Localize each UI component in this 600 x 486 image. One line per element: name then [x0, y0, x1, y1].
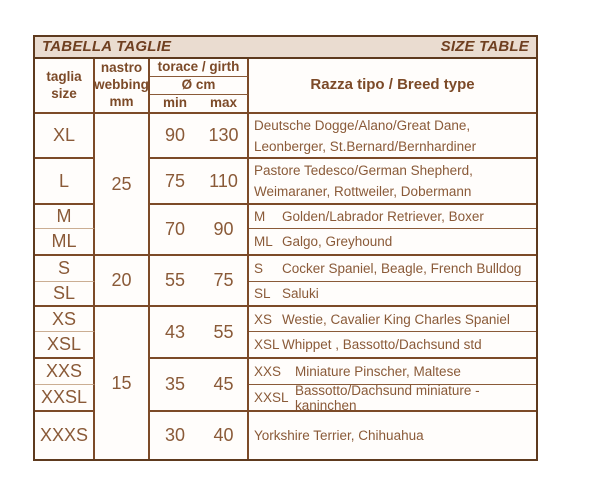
breed-cell-ml	[249, 229, 536, 256]
breed-cell-l	[249, 159, 536, 205]
breed-cell-m	[249, 205, 536, 229]
breed-m-prefix: M	[254, 209, 266, 224]
size-cell-l: L	[35, 159, 95, 205]
header-girth-unit: Ø cm	[150, 77, 249, 95]
size-cell-sl: SL	[35, 282, 95, 307]
header-min: min	[150, 95, 200, 114]
size-cell-xs: XS	[35, 307, 95, 332]
size-cell-m: M	[35, 205, 95, 229]
header-webbing-column	[95, 59, 150, 114]
breed-xxsl-text: Bassotto/Dachsund miniature - kaninchen	[295, 382, 480, 413]
breed-s-prefix: S	[254, 261, 264, 276]
breed-xsl-prefix: XSL	[254, 337, 280, 352]
breed-xl-line1: Deutsche Dogge/Alano/Great Dane,	[254, 117, 471, 133]
girth-min-xl: 90	[150, 114, 200, 159]
size-cell-xxsl: XXSL	[35, 385, 95, 412]
breed-xxs-prefix: XXS	[254, 364, 282, 379]
girth-max-xxs-xxsl: 45	[200, 359, 249, 412]
webbing-cell-15: 15	[95, 307, 150, 459]
webbing-cell-25: 25	[95, 114, 150, 256]
header-girth: torace / girth	[150, 59, 249, 77]
girth-max-m-ml: 90	[200, 205, 249, 256]
breed-sl-prefix: SL	[254, 286, 271, 301]
breed-cell-xs	[249, 307, 536, 332]
breed-m-text: Golden/Labrador Retriever, Boxer	[282, 209, 484, 224]
girth-max-s-sl: 75	[200, 256, 249, 307]
breed-xxxs-text: Yorkshire Terrier, Chihuahua	[254, 428, 424, 443]
breed-cell-s	[249, 256, 536, 282]
breed-xs-prefix: XS	[254, 311, 273, 327]
girth-max-xl: 130	[200, 114, 249, 159]
breed-xsl-text: Whippet , Bassotto/Dachsund std	[282, 337, 482, 352]
header-size-column	[35, 59, 95, 114]
header-breed-type: Razza tipo / Breed type	[249, 59, 536, 114]
size-table	[33, 35, 538, 461]
table-title-bar	[35, 37, 536, 59]
girth-max-xxxs: 40	[200, 412, 249, 459]
size-cell-xxs: XXS	[35, 359, 95, 385]
girth-min-xxs-xxsl: 35	[150, 359, 200, 412]
breed-cell-xxxs	[249, 412, 536, 459]
table-title-left: TABELLA TAGLIE	[42, 38, 172, 55]
girth-min-xs-xsl: 43	[150, 307, 200, 359]
breed-cell-xl	[249, 114, 536, 159]
header-max: max	[200, 95, 249, 114]
breed-ml-text: Galgo, Greyhound	[282, 234, 393, 249]
breed-xxs-text: Miniature Pinscher, Maltese	[295, 364, 461, 379]
header-webbing-line1: nastro	[100, 60, 143, 76]
webbing-cell-20: 20	[95, 256, 150, 307]
girth-min-m-ml: 70	[150, 205, 200, 256]
breed-l-line2: Weimaraner, Rottweiler, Dobermann	[254, 184, 472, 199]
size-cell-xl: XL	[35, 114, 95, 159]
header-size-line2: size	[51, 85, 77, 101]
breed-xl-line2: Leonberger, St.Bernard/Bernhardiner	[254, 138, 477, 154]
header-size-line1: taglia	[46, 68, 82, 84]
breed-cell-sl	[249, 282, 536, 307]
size-cell-xsl: XSL	[35, 332, 95, 359]
header-webbing-line3: mm	[109, 93, 134, 109]
breed-l-line1: Pastore Tedesco/German Shepherd,	[254, 163, 473, 178]
table-title-right: SIZE TABLE	[440, 38, 529, 55]
breed-cell-xxs	[249, 359, 536, 385]
size-cell-s: S	[35, 256, 95, 282]
girth-max-l: 110	[200, 159, 249, 205]
girth-min-s-sl: 55	[150, 256, 200, 307]
breed-ml-prefix: ML	[254, 234, 273, 249]
girth-max-xs-xsl: 55	[200, 307, 249, 359]
girth-min-xxxs: 30	[164, 425, 186, 445]
breed-s-text: Cocker Spaniel, Beagle, French Bulldog	[282, 261, 522, 276]
header-webbing-line2: webbing	[94, 77, 149, 93]
girth-min-l: 75	[150, 159, 200, 205]
breed-xxsl-prefix: XXSL	[254, 390, 289, 405]
breed-cell-xsl	[249, 332, 536, 359]
breed-cell-xxsl	[249, 382, 536, 413]
size-cell-ml: ML	[35, 229, 95, 256]
size-cell-xxxs: XXXS	[35, 412, 95, 459]
breed-xs-text: Westie, Cavalier King Charles Spaniel	[282, 311, 510, 327]
breed-sl-text: Saluki	[282, 286, 319, 301]
